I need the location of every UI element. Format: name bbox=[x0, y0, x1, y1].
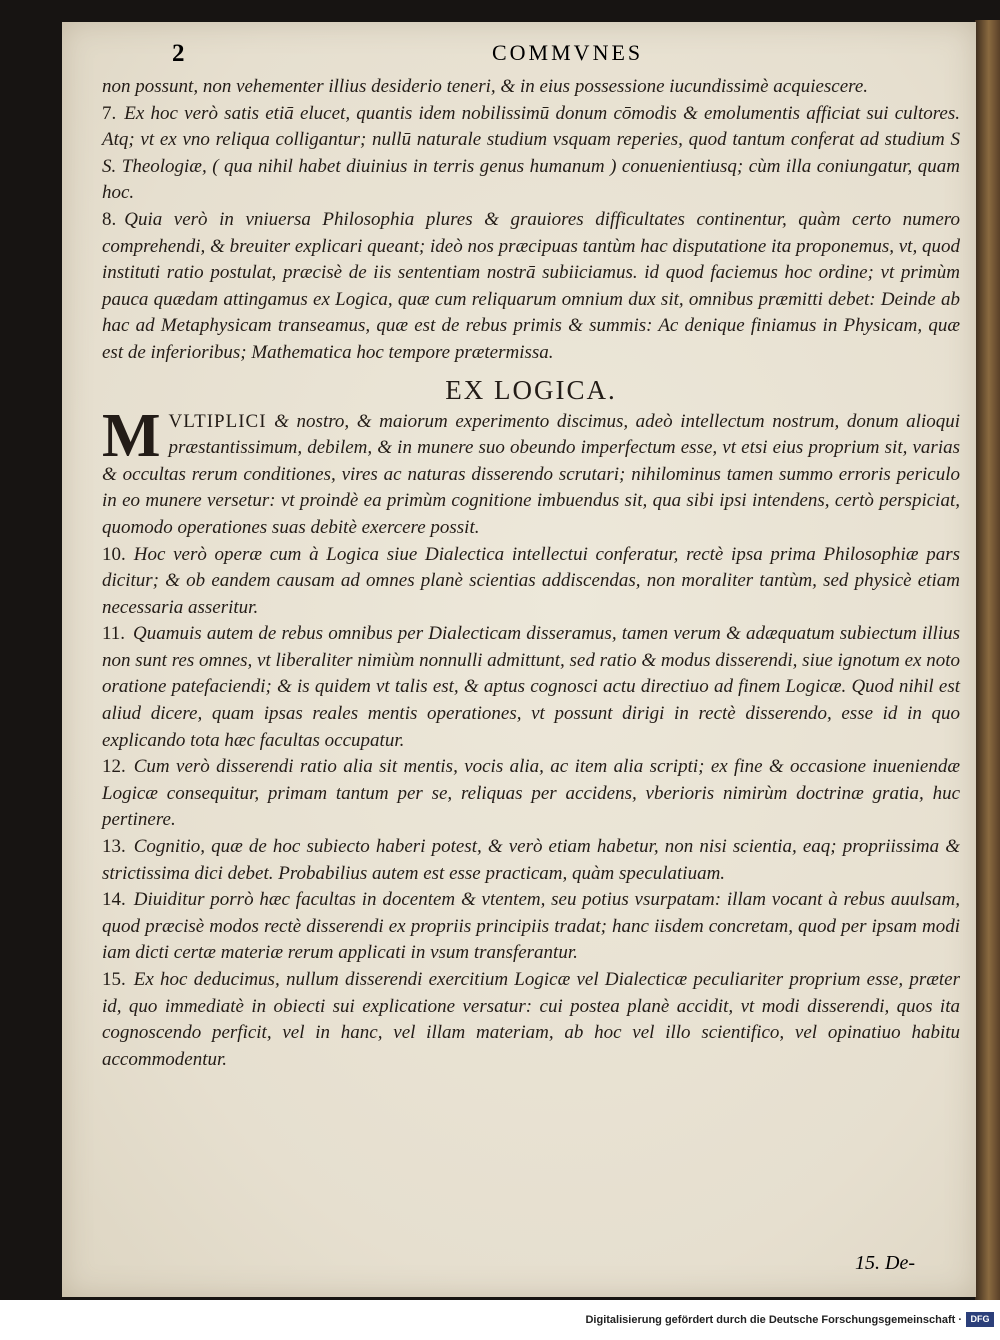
paragraph-11: 11. Quamuis autem de rebus omnibus per Dialecticam disseramus, tamen verum & adæquatum subiectum illius non sunt res omnes, vt liberaliter nimiùm nonnulli admittunt, sed ratio & modus disserendi, siue ignotum ex noto oratione patefaciendi; & is quidem vt talis est, & aptus cognosci actu directiuo ad finem Logicæ. Quod nihil est aliud dicere, quam ipsas reales mentis operationes, vt possunt dirigi in rectè disserendo, esse id in quo explicando tota hæc facultas occupatur. bbox=[102, 623, 960, 751]
continued-text: non possunt, non vehementer illius desiderio teneri, & in eius possessione iucundissimè acquiescere. bbox=[102, 76, 869, 97]
intro-paragraph: MVLTIPLICI & nostro, & maiorum experimento discimus, adeò intellectum nostrum, donum alioqui præstantissimum, debilem, & in munere suo obeundo imperfectum esse, vt etsi eius proprium sit, varias & occultas rerum conditiones, vires ac naturas disserendo scrutari; nihilominus tamen summo erroris periculo in eo munere versetur: vt proindè ea primùm cognitione imbuendus sit, qua sibi ipsi intendens, certò perspiciat, quomodo operationes suas debitè exercere possit. bbox=[102, 401, 961, 538]
digitization-footer bbox=[0, 1300, 1000, 1340]
paragraph-number: 13. bbox=[102, 836, 126, 858]
page-body bbox=[102, 74, 960, 1073]
page-header bbox=[172, 40, 960, 76]
paragraph-7: 7. Ex hoc verò satis etiā elucet, quantis idem nobilissimū donum cōmodis & emolumentis afficiat sui cultores. Atq; vt ex vno reliqua colligantur; nullū naturale studium vsquam reperies, quod tantum conferat ad studium S S. Theologiæ, ( qua nihil habet diuinius in terris genus humanum ) conuenientiusq; cùm illa coniungatur, quam hoc. bbox=[102, 102, 960, 204]
paragraph-number: 15. bbox=[102, 969, 126, 990]
paragraph-number: 11. bbox=[102, 623, 126, 645]
paragraph-number: 12. bbox=[102, 756, 126, 778]
paragraph-12: 12. Cum verò disserendi ratio alia sit mentis, vocis alia, ac item alia scripti; ex fine & occasione inueniendæ Logicæ consequitur, primam tantum per se, reliquas per accidens, vberioris nimirùm doctrinæ gratia, huc pertinere. bbox=[102, 756, 960, 831]
paragraph-14: 14. Diuiditur porrò hæc facultas in docentem & vtentem, seu potius vsurpatam: illam vocant à rebus auulsam, quod præcisè modos rectè disserendi ex propriis principiis tradat; hanc iisdem concretam, quod per ipsam modi iam dicti certæ materiæ rerum applicati in vsum transferantur. bbox=[102, 889, 960, 964]
paragraph-13: 13. Cognitio, quæ de hoc subiecto haberi potest, & verò etiam habetur, non nisi scientia, eaq; propriissima & strictissima dici debet. Probabilius autem est esse practicam, quàm speculatiuam. bbox=[102, 836, 960, 884]
drop-cap: M bbox=[102, 401, 161, 470]
paragraph-number: 7. bbox=[102, 102, 117, 124]
running-head: COMMVNES bbox=[492, 40, 644, 65]
paragraph-number: 14. bbox=[102, 889, 126, 911]
funding-credit: Digitalisierung gefördert durch die Deutsche Forschungsgemeinschaft · bbox=[585, 1314, 962, 1326]
first-word: VLTIPLICI bbox=[168, 410, 267, 432]
section-title: EX LOGICA. bbox=[445, 374, 617, 405]
paragraph-8: 8. Quia verò in vniuersa Philosophia plures & grauiores difficultates continentur, quàm certo numero comprehendi, & breuiter explicari queant; ideò nos præcipuas tantùm hac disputatione ita proponemus, vt, quod instituti ratio postulat, præcisè de iis sententiam nostrā subiiciamus. id quod faciemus hoc ordine; vt primùm pauca quædam attingamus ex Logica, quæ cum reliquarum omnium dux sit, omnibus præmitti debet: Deinde ab hac ad Metaphysicam transeamus, quæ est de rebus primis & summis: Ac denique finiamus in Physicam, quæ est de inferioribus; Mathematica hoc tempore prætermissa. bbox=[102, 208, 960, 363]
catchword: 15. De- bbox=[855, 1252, 915, 1274]
paragraph-number: 8. bbox=[102, 208, 117, 230]
paragraph-10: 10. Hoc verò operæ cum à Logica siue Dialectica intellectui conferatur, rectè ipsa prima Philosophiæ pars dicitur; & ob eandem causam ad omnes planè scientias addiscendas, non moraliter tantùm, sed physicè etiam necessaria asseritur. bbox=[102, 543, 960, 618]
dfg-logo-icon: DFG bbox=[966, 1312, 994, 1327]
paragraph-number: 10. bbox=[102, 543, 126, 565]
page-number: 2 bbox=[172, 40, 185, 67]
paragraph-15: 15. Ex hoc deducimus, nullum disserendi exercitium Logicæ vel Dialecticæ peculiariter proprium esse, præter id, quo immediatè in obiecti sui explicatione versatur: cui postea planè accidit, vt modi disserendi, quos ita cognoscendo perficit, vel in hanc, vel illam materiam, ab hoc vel illo scientifico, vel opinatiuo habitu accommodentur. bbox=[102, 969, 960, 1070]
book-edge bbox=[975, 20, 1000, 1300]
